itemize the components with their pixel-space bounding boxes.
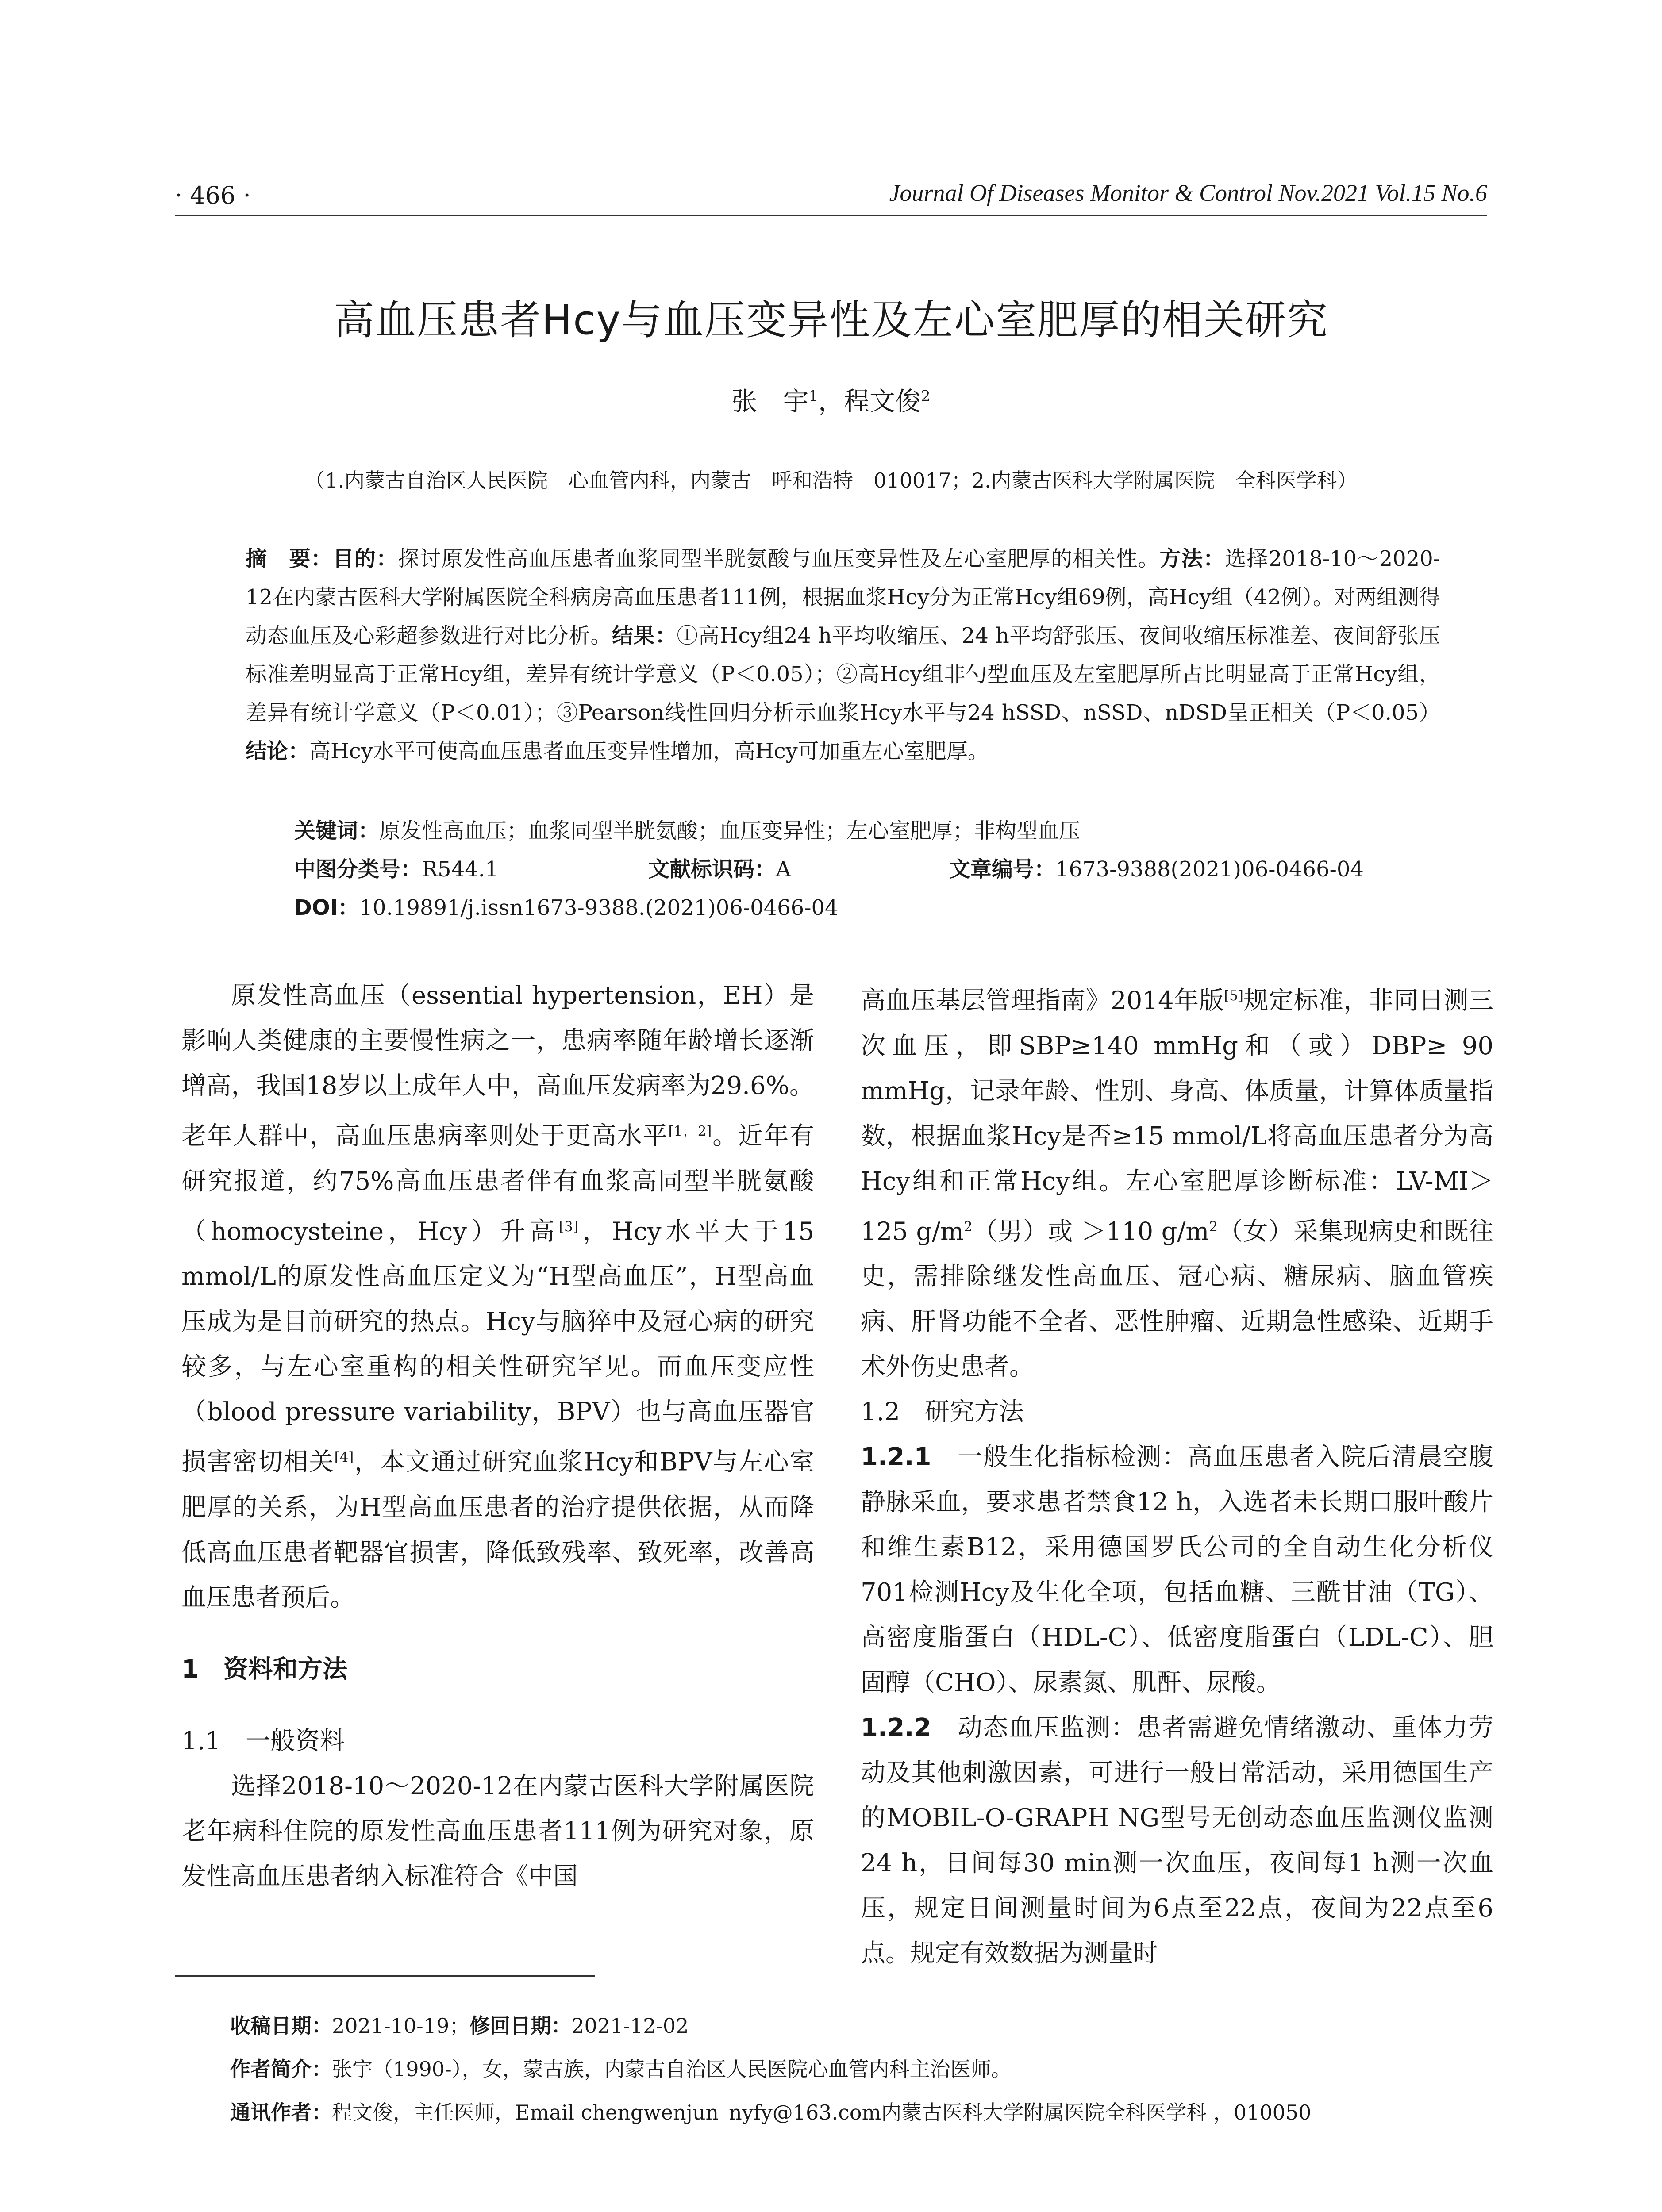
article-meta: [294, 812, 1364, 927]
doc-code-label: 文献标识码：: [648, 857, 776, 882]
footnote-rule: [175, 1975, 595, 1977]
doi-label: DOI：: [294, 895, 359, 920]
classification-row: [294, 850, 1364, 889]
corresponding-author: 通讯作者：程文俊，主任医师，Email chengwenjun_nyfy@163.com内蒙古医科大学附属医院全科医学科 ，010050: [230, 2101, 1312, 2124]
author-2: 程文俊: [844, 386, 921, 416]
body-column-right: [861, 973, 1493, 1976]
page-number: · 466 ·: [175, 181, 251, 209]
keywords-label: 关键词：: [294, 818, 380, 843]
section-heading-1: 1 资料和方法: [181, 1655, 347, 1684]
keywords-value: 原发性高血压；血浆同型半胱氨酸；血压变异性；左心室肥厚；非构型血压: [379, 818, 1081, 843]
intro-paragraph: 原发性高血压（essential hypertension，EH）是影响人类健康的主要慢性病之一，患病率随年龄增长逐渐增高，我国18岁以上成年人中，高血压发病率为29.6%。老年人群中，高血压患病率则处于更高水平[1，2]。近年有研究报道，约75%高血压患者伴有血浆高同型半胱氨酸（homocysteine，Hcy）升高[3]，Hcy水平大于15 mmol/L的原发性高血压定义为“H型高血压”，H型高血压成为是目前研究的热点。Hcy与脑猝中及冠心病的研究较多，与左心室重构的相关性研究罕见。而血压变应性（blood pressure variability，BPV）也与高血压器官损害密切相关[4]，本文通过研究血浆Hcy和BPV与左心室肥厚的关系，为H型高血压患者的治疗提供依据，从而降低高血压患者靶器官损害，降低致残率、致死率，改善高血压患者预后。: [181, 981, 815, 1612]
author-1: 张 宇: [731, 386, 809, 416]
class-value: R544.1: [422, 857, 499, 882]
biochem-paragraph: 1.2.1 一般生化指标检测：高血压患者入院后清晨空腹静脉采血，要求患者禁食12 h，入选者未长期口服叶酸片和维生素B12，采用德国罗氏公司的全自动生化分析仪701检测Hcy及生化全项，包括血糖、三酰甘油（TG）、高密度脂蛋白（HDL-C）、低密度脂蛋白（LDL-C）、胆固醇（CHO）、尿素氮、肌酐、尿酸。: [861, 1443, 1494, 1697]
article-title: 高血压患者Hcy与血压变异性及左心室肥厚的相关研究: [333, 296, 1329, 344]
received-date: 收稿日期：2021-10-19；修回日期：2021-12-02: [230, 2014, 689, 2038]
abstract-label: 摘 要：: [246, 546, 333, 571]
doi: [294, 889, 1364, 927]
criteria-paragraph: 高血压基层管理指南》2014年版[5]规定标准，非同日测三次血压，即SBP≥140 mmHg和（或）DBP≥ 90 mmHg，记录年龄、性别、身高、体质量，计算体质量指数，根据血浆Hcy是否≥15 mmol/L将高血压患者分为高Hcy组和正常Hcy组。左心室肥厚诊断标准：LV-MI＞125 $g/m^2$（男）或 ＞110 $g/m^2$（女）采集现病史和既往史，需排除继发性高血压、冠心病、糖尿病、脑血管疾病、肝肾功能不全者、恶性肿瘤、近期急性感染、近期手术外伤史患者。: [861, 986, 1493, 1382]
citation: [4]: [334, 1449, 354, 1466]
citation: [5]: [1224, 988, 1243, 1004]
ambulatory-bp-paragraph: 1.2.2 动态血压监测：患者需避免情绪激动、重体力劳动及其他刺激因素，可进行一般日常活动，采用德国生产的MOBIL-O-GRAPH NG型号无创动态血压监测仪监测24 h，日间每30 min测一次血压，夜间每1 h测一次血压，规定日间测量时间为6点至22点，夜间为22点至6点。规定有效数据为测量时: [861, 1713, 1494, 1968]
abstract-objective-label: 目的：: [332, 546, 398, 571]
footnotes: [230, 2004, 1311, 2134]
section-heading-1-1: 1.1 一般资料: [181, 1726, 345, 1755]
abstract-conclusion: 高Hcy水平可使高血压患者血压变异性增加，高Hcy可加重左心室肥厚。: [309, 739, 989, 764]
abstract-methods: 选择2018-10～2020-12在内蒙古医科大学附属医院全科病房高血压患者111例，根据血浆Hcy分为正常Hcy组69例，高Hcy组（42例）。对两组测得动态血压及心彩超参数进行对比分析。: [246, 546, 1440, 648]
body-column-left: [181, 973, 814, 1899]
abstract: [246, 540, 1440, 771]
keywords: [294, 812, 1364, 850]
citation: [3]: [559, 1218, 578, 1235]
abstract-objective: 探讨原发性高血压患者血浆同型半胱氨酸与血压变异性及左心室肥厚的相关性。: [398, 546, 1160, 571]
doi-value: 10.19891/j.issn1673-9388.(2021)06-0466-04: [359, 895, 839, 920]
journal-header: Journal Of Diseases Monitor & Control Nov.2021 Vol.15 No.6: [889, 180, 1487, 206]
article-no-value: 1673-9388(2021)06-0466-04: [1055, 857, 1364, 882]
abstract-methods-label: 方法：: [1159, 546, 1225, 571]
author-bio: 作者简介：张宇（1990-），女，蒙古族，内蒙古自治区人民医院心血管内科主治医师。: [230, 2057, 1012, 2081]
author-2-affil: 2: [921, 387, 931, 405]
header-rule: [175, 215, 1487, 216]
class-label: 中图分类号：: [294, 857, 422, 882]
subsection-1-2-1: 1.2.1: [861, 1443, 931, 1472]
abstract-results-label: 结果：: [612, 623, 677, 648]
general-info-paragraph: 选择2018-10～2020-12在内蒙古医科大学附属医院老年病科住院的原发性高血压患者111例为研究对象，原发性高血压患者纳入标准符合《中国: [181, 1771, 814, 1891]
citation: [1，2]: [668, 1123, 712, 1139]
subsection-1-2-2: 1.2.2: [861, 1713, 931, 1743]
author-separator: ，: [818, 386, 844, 416]
section-heading-1-2: 1.2 研究方法: [861, 1398, 1024, 1427]
abstract-conclusion-label: 结论：: [246, 739, 310, 764]
affiliations: （1.内蒙古自治区人民医院 心血管内科，内蒙古 呼和浩特 010017；2.内蒙古医科大学附属医院 全科医学科）: [304, 469, 1358, 492]
article-no-label: 文章编号：: [949, 857, 1056, 882]
author-1-affil: 1: [808, 387, 818, 405]
abstract-results: ①高Hcy组24 h平均收缩压、24 h平均舒张压、夜间收缩压标准差、夜间舒张压标准差明显高于正常Hcy组，差异有统计学意义（P＜0.05）；②高Hcy组非勺型血压及左室肥厚所占比明显高于正常Hcy组，差异有统计学意义（P＜0.01）；③Pearson线性回归分析示血浆Hcy水平与24 hSSD、nSSD、nDSD呈正相关（P＜0.05）: [246, 623, 1440, 725]
authors: [0, 380, 1662, 418]
doc-code-value: A: [776, 857, 791, 882]
